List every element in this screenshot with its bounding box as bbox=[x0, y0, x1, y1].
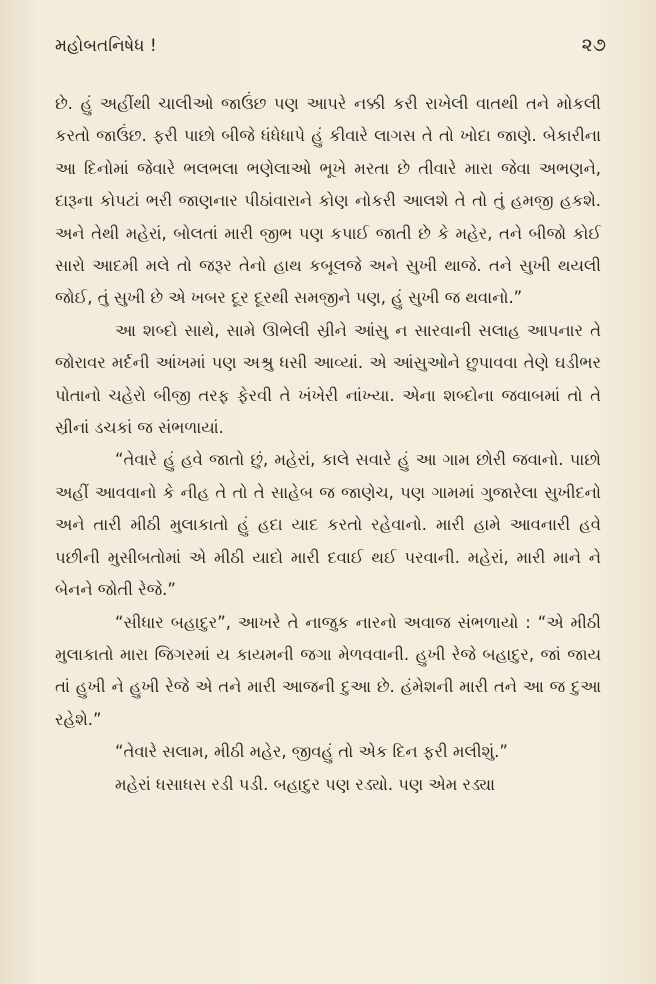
body-text bbox=[55, 88, 601, 801]
paragraph: મહેરાં ધસાધસ રડી પડી. બહાદુર પણ રડ્યો. પણ એમ રડ્યા bbox=[115, 774, 495, 794]
paragraph: આ શબ્દો સાથે, સામે ઊભેલી સ્રીને આંસુ ન સારવાની સલાહ આપનાર તે જોરાવર મર્દની આંખમાં પણ અશ્રુ ધસી આવ્યાં. એ આંસુઓને છુપાવવા તેણે ઘડીભર પોતાનો ચહેરો બીજી તરફ ફેરવી તે ખંખેરી નાંખ્યા. એના શબ્દોના જવાબમાં તો તે સ્રીનાં ડચકાં જ સંભળાયાં. bbox=[55, 320, 601, 438]
page-number: ૨૭ bbox=[581, 34, 606, 56]
paragraph: “સીધાર બહાદુર”, આખરે તે નાજુક નારનો અવાજ સંભળાયો : “એ મીઠી મુલાકાતો મારા જિગરમાં ય કાયમની જગા મેળવવાની. હુખી રેજે બહાદુર, જાં જાય તાં હુખી ને હુખી રેજે એ તને મારી આજની દુઆ છે. હંમેશની મારી તને આ જ દુઆ રહેશે.” bbox=[55, 612, 601, 729]
bleed-through-text bbox=[210, 2, 636, 20]
paragraph: “તેવારે હું હવે જાતો છું, મહેરાં, કાલે સવારે હું આ ગામ છોરી જવાનો. પાછો અહીં આવવાનો કે નીહ તે તો તે સાહેબ જ જાણેચ, પણ ગામમાં ગુજારેલા સુખીદનો અને તારી મીઠી મુલાકાતો હું હદા યાદ કરતો રહેવાનો. મારી હામે આવનારી હવે પછીની મુસીબતોમાં એ મીઠી યાદો મારી દવાઈ થઈ પરવાની. મહેરાં, મારી માને ને બેનને જોતી રેજે.” bbox=[55, 450, 601, 600]
paragraph: છે. હું અહીંથી ચાલીઓ જાઉંછ પણ આપરે નક્કી કરી રાખેલી વાતથી તને મોકલી કરતો જાઉંછ. ફરી પાછો બીજે ધંધેધાપે હું કીવારે લાગસ તે તો ખોદા જાણે. બેકારીના આ દિનોમાં જેવારે ભલભલા ભણેલાઓ ભૂખે મરતા છે તીવારે મારા જેવા અભણને, દારૂના કોપટાં ભરી જાણનાર પીઠાંવારાને કોણ નોકરી આલશે તે તો તું હમજી હકશે. અને તેથી મહેરાં, બોલતાં મારી જીભ પણ કપાઈ જાતી છે કે મહેર, તને બીજો કોઈ સારો આદમી મલે તો જરૂર તેનો હાથ કબૂલજે અને સુખી થાજે. તને સુખી થયલી જોઈ, તું સુખી છે એ ખબર દૂર દૂરથી સમજીને પણ, હું સુખી જ થવાનો.” bbox=[55, 94, 601, 308]
running-header bbox=[55, 34, 606, 56]
paragraph: “તેવારે સલામ, મીઠી મહેર, જીવહું તો એક દિન ફરી મલીશું.” bbox=[115, 742, 508, 762]
running-title: મહોબતનિષેધ ! bbox=[55, 36, 157, 56]
